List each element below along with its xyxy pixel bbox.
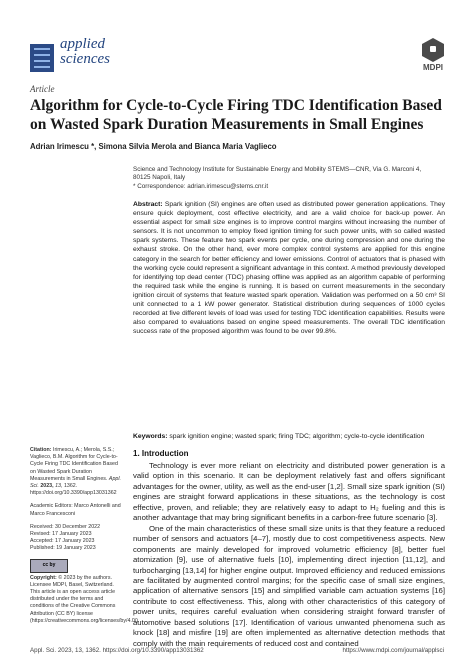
section-heading-introduction: 1. Introduction [133, 449, 189, 458]
citation-volume: 13, [55, 483, 63, 490]
introduction-body [133, 461, 445, 649]
mdpi-hexagon-icon [422, 38, 444, 62]
abstract [133, 200, 445, 336]
affiliation-line2: 80125 Napoli, Italy [133, 174, 186, 181]
journal-name[interactable] [60, 37, 110, 67]
journal-name-line2: sciences [60, 51, 110, 67]
copyright [30, 574, 140, 625]
date-revised: Revised: 17 January 2023 [30, 531, 92, 538]
publisher-logo[interactable] [422, 38, 444, 72]
copyright-label: Copyright: [30, 574, 57, 581]
date-received: Received: 30 December 2022 [30, 523, 101, 530]
date-accepted: Accepted: 17 January 2023 [30, 538, 95, 545]
intro-paragraph-2: One of the main characteristics of these small size units is that they feature a reduced number of sensors and actuators [4–7], mostly due to cost competitiveness aspects. New components are mainly developed for improved volumetric efficiency [8], better fuel atomization [9], use of alternative fuels [10], implementing direct injection [11,12], and turbocharging [13,14] for higher engine output. Improved efficiency and reduced emissions are facilitated by augmented control margins; for the specific case of small size engines, application of alternative sensors [15] and simplified variable cam actuation systems [16] contribute to cost effectiveness. This, along with other characteristics of this category of power units, requires careful evaluation when considering straight forward transfer of automotive based solutions [17]. Identification of various unwanted phenomena such as knock [18] and misfire [19] are often implemented as alternative detection methods that comply with the main requirements of reduced cost and contained [133, 523, 445, 648]
keywords [133, 433, 445, 440]
paper-title: Algorithm for Cycle-to-Cycle Firing TDC Identification Based on Wasted Spark Duration Measurements in Small Engines [30, 97, 442, 133]
cc-by-license-icon[interactable] [30, 559, 68, 573]
journal-logo-icon [30, 44, 54, 72]
citation-doi[interactable]: 1362. https://doi.org/10.3390/app13031362 [30, 483, 117, 497]
academic-editors: Academic Editors: Marco Antonelli and Marco Francesconi [30, 503, 121, 517]
citation-label: Citation: [30, 447, 52, 453]
keywords-text: spark ignition engine; wasted spark; firing TDC; algorithm; cycle-to-cycle identification [169, 433, 425, 440]
citation [30, 447, 122, 497]
correspondence[interactable]: * Correspondence: adrian.irimescu@stems.cnr.it [133, 183, 269, 190]
intro-paragraph-1: Technology is ever more reliant on electricity and distributed power generation is a valid option in this scenario. It can be deployment relatively fast and offers significant advantages for the owner, utility, as well as the end-user [1,2]. Small size spark ignition (SI) engines are straight forward applications in these situations, as the technology is cost effective, proven, and reliable; they are relatively easy to adapt to H₂ fueling and this is another advantage that may bring significant benefits in a carbon-free future scenario [3]. [133, 461, 445, 523]
footer-journal-url[interactable]: https://www.mdpi.com/journal/applsci [342, 647, 444, 654]
citation-text: Irimescu, A.; Merola, S.S.; Vaglieco, B.M. Algorithm for Cycle-to-Cycle Firing TDC Identification Based on Wasted Spark Duration Measurements in Small Engines. [30, 447, 118, 482]
keywords-label: Keywords: [133, 433, 168, 440]
date-published: Published: 19 January 2023 [30, 545, 96, 552]
citation-year: 2023, [40, 483, 54, 490]
affiliation-line1: Science and Technology Institute for Sustainable Energy and Mobility STEMS—CNR, Via G. Marconi 4, [133, 166, 422, 173]
footer-citation[interactable]: Appl. Sci. 2023, 13, 1362. https://doi.org/10.3390/app13031362 [30, 647, 204, 654]
abstract-label: Abstract: [133, 201, 163, 208]
publisher-name: MDPI [423, 63, 443, 72]
author-list: Adrian Irimescu *, Simona Silvia Merola and Bianca Maria Vaglieco [30, 142, 277, 151]
journal-name-line1: applied [60, 36, 105, 52]
article-sidebar [30, 447, 140, 625]
citation-journal: Appl. Sci. [30, 475, 121, 490]
article-type: Article [30, 84, 55, 94]
cc-badge-label: cc by [42, 562, 56, 569]
copyright-text: © 2023 by the authors. Licensee MDPI, Basel, Switzerland. This article is an open access article distributed under the terms and conditions of the Creative Commons Attribution (CC BY) license (https://creativecommons.org/licenses/by/4.0/). [30, 574, 140, 624]
abstract-text: Spark ignition (SI) engines are often used as distributed power generation applications. They ensure quick deployment, cost effective electricity, and are a valid choice for back-up power. An essential aspect for small size engines is to improve control margins without increasing the number of sensors. It is not uncommon to employ fixed ignition timing for such power units, with so called wasted spark systems. These feature two spark events per cycle, one during compression and one during the exhaust stroke. On the other hand, ever more complex control systems are applied for this engine category in the search for better efficiency and lower emissions. Control of actuators that is phased with the working cycle could represent a significant advantage in this context. A method previously developed for identifying top dead center (TDC) phasing offline was applied as an algorithm capable of performing the required task while the engine is running. It is based on current measurements in the secondary ignition circuit of systems that feature wasted spark operation. Validation was performed on a 50 cm³ SI unit connected to a 1 kW power generator. Statistical distribution during sequences of 1000 cycles recorded at five different levels of load was used for testing TDC identification capabilities. Results were also compared to evaluations based on engine speed measurements. The overall TDC identification success rate of the proposed algorithm was found to be over 99.8%. [133, 201, 445, 336]
